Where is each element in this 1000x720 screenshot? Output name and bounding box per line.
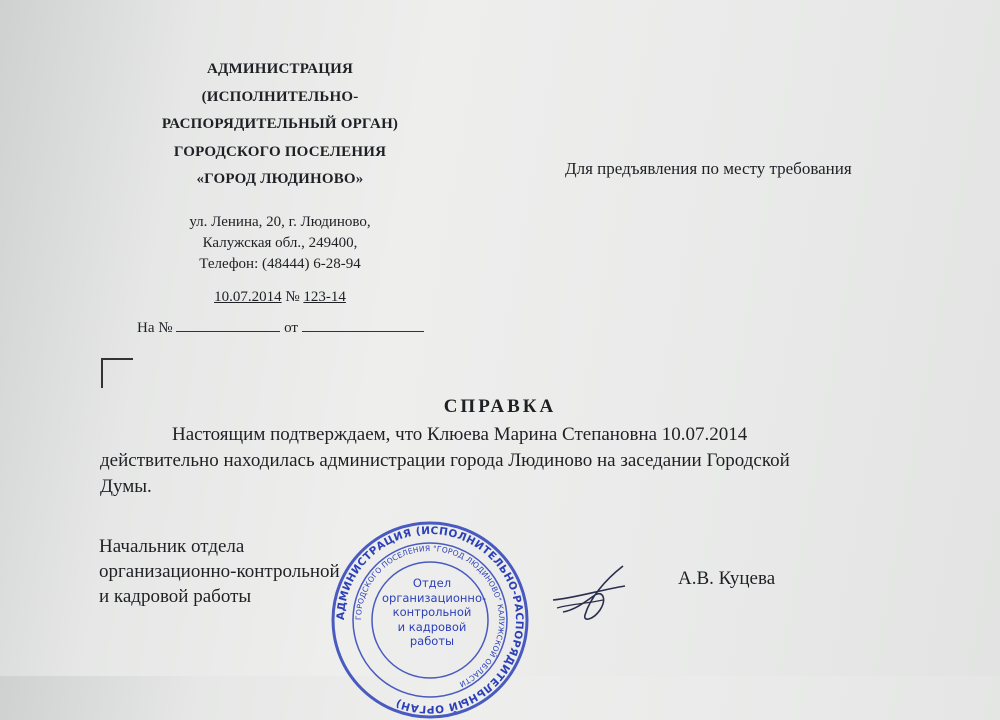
seal-center-line-2: организационно- (382, 590, 487, 605)
seal-outer-text: АДМИНИСТРАЦИЯ (ИСПОЛНИТЕЛЬНО-РАСПОРЯДИТЕЛЬНЫЙ ОРГАН) (334, 524, 526, 716)
header-line-1: АДМИНИСТРАЦИЯ (207, 61, 353, 77)
signatory-name: А.В. Куцева (678, 568, 776, 589)
destination-note: Для предъявления по месту требования (565, 159, 852, 178)
document-body (100, 422, 946, 500)
handwritten-signature (545, 560, 635, 630)
registration-number-value: 123-14 (303, 289, 346, 305)
reference-from: от (284, 320, 298, 336)
body-line-2: действительно находилась администрации города Людиново на заседании Городской (100, 450, 790, 471)
body-line-3: Думы. (100, 476, 152, 497)
seal-center-line-1: Отдел (412, 576, 452, 590)
organization-header (120, 56, 440, 194)
address-corner-mark (101, 358, 133, 388)
registration-date: 10.07.2014 (214, 289, 282, 305)
body-line-1: Настоящим подтверждаем, что Клюева Марина Степановна 10.07.2014 (172, 424, 748, 445)
seal-center-line-3: контрольной (392, 605, 472, 619)
position-line-2: организационно-контрольной (99, 561, 340, 582)
seal-center-text (382, 576, 487, 649)
header-line-5: «ГОРОД ЛЮДИНОВО» (196, 171, 364, 187)
reference-date-blank (302, 319, 424, 332)
seal-inner-text: ГОРОДСКОГО ПОСЕЛЕНИЯ "ГОРОД ЛЮДИНОВО" КАЛУЖСКОЙ ОБЛАСТИ (353, 543, 507, 689)
document-title: СПРАВКА (443, 396, 557, 417)
header-line-3: РАСПОРЯДИТЕЛЬНЫЙ ОРГАН) (161, 116, 399, 132)
registration-number (150, 289, 410, 306)
header-line-2: (ИСПОЛНИТЕЛЬНО- (201, 88, 359, 105)
address-line-1: ул. Ленина, 20, г. Людиново, (189, 214, 371, 230)
signatory-position (99, 534, 340, 609)
reference-line (137, 319, 424, 337)
seal-center-line-5: работы (409, 634, 455, 648)
reference-number-blank (176, 319, 280, 332)
address-line-2: Калужская обл., 249400, (202, 235, 358, 251)
position-line-1: Начальник отдела (99, 536, 245, 557)
address-line-3: Телефон: (48444) 6-28-94 (199, 256, 361, 272)
header-line-4: ГОРОДСКОГО ПОСЕЛЕНИЯ (173, 143, 387, 160)
position-line-3: и кадровой работы (99, 586, 252, 607)
seal-center-line-4: и кадровой (397, 619, 467, 634)
reference-prefix: На № (137, 320, 173, 336)
organization-address (150, 212, 410, 275)
registration-number-sign: № (285, 289, 300, 305)
